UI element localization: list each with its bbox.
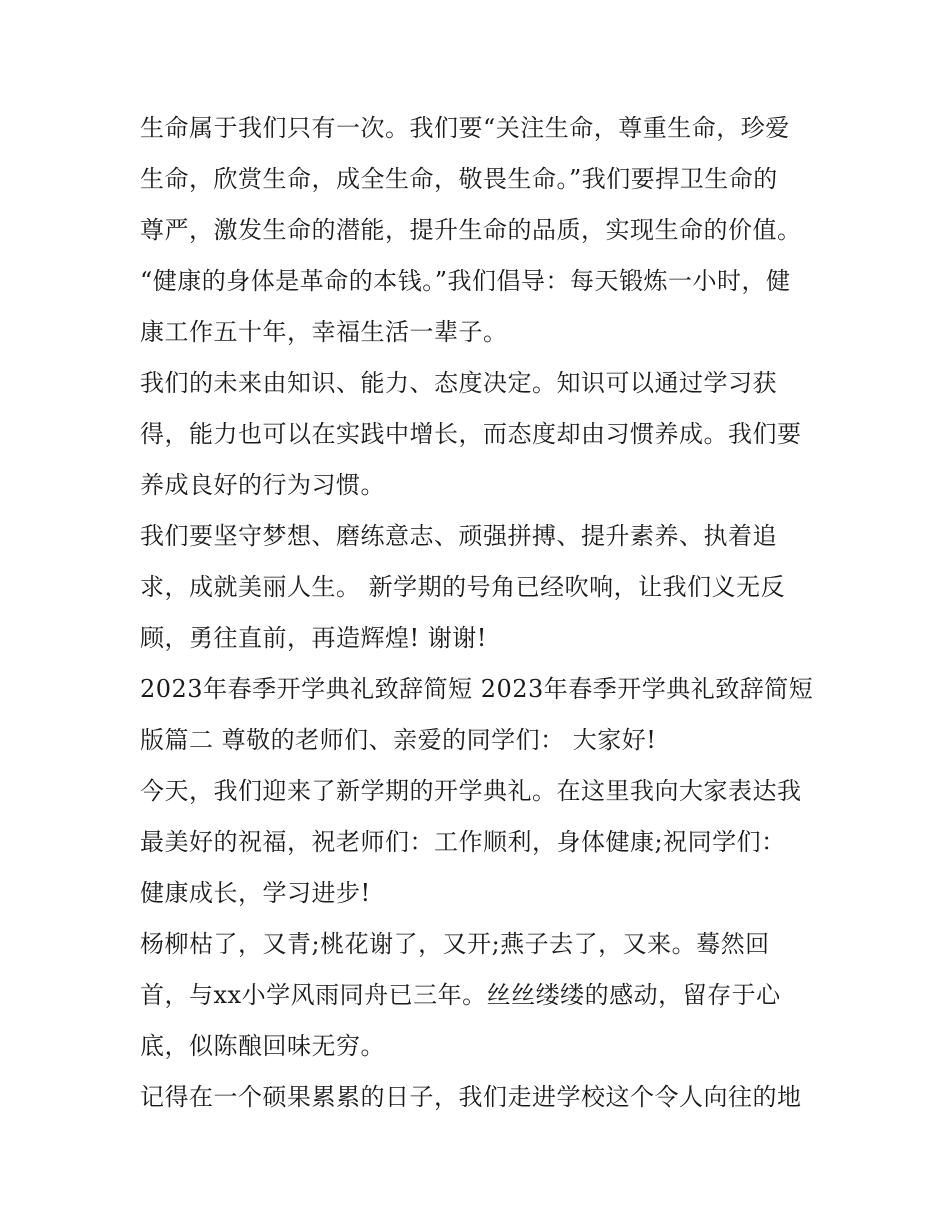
text-line-13: 版篇二 尊敬的老师们、亲爱的同学们： 大家好! — [140, 726, 657, 754]
text-line-20: 记得在一个硕果累累的日子，我们走进学校这个令人向往的地 — [140, 1083, 802, 1111]
text-line-15: 最美好的祝福，祝老师们：工作顺利，身体健康;祝同学们： — [140, 828, 786, 856]
text-line-19: 底，似陈酿回味无穷。 — [140, 1032, 385, 1060]
text-line-6: 我们的未来由知识、能力、态度决定。知识可以通过学习获 — [140, 369, 777, 397]
text-line-10: 求，成就美丽人生。 新学期的号角已经吹响，让我们义无反 — [140, 573, 786, 601]
text-line-5: 康工作五十年，幸福生活一辈子。 — [140, 318, 508, 346]
text-line-16: 健康成长，学习进步! — [140, 879, 371, 907]
document-body — [140, 103, 820, 1123]
text-line-14: 今天，我们迎来了新学期的开学典礼。在这里我向大家表达我 — [140, 777, 802, 805]
text-line-9: 我们要坚守梦想、磨练意志、顽强拼搏、提升素养、执着追 — [140, 522, 777, 550]
text-line-18: 首，与xx小学风雨同舟已三年。丝丝缕缕的感动，留存于心 — [140, 981, 781, 1009]
text-line-1: 生命属于我们只有一次。我们要“关注生命，尊重生命，珍爱 — [140, 114, 790, 142]
text-line-7: 得，能力也可以在实践中增长，而态度却由习惯养成。我们要 — [140, 420, 802, 448]
text-line-17: 杨柳枯了，又青;桃花谢了，又开;燕子去了，又来。蓦然回 — [140, 930, 770, 958]
text-line-2: 生命，欣赏生命，成全生命，敬畏生命。”我们要捍卫生命的 — [140, 165, 778, 193]
text-line-12: 2023年春季开学典礼致辞简短 2023年春季开学典礼致辞简短 — [140, 675, 814, 703]
text-line-3: 尊严，激发生命的潜能，提升生命的品质，实现生命的价值。 — [140, 216, 802, 244]
text-line-8: 养成良好的行为习惯。 — [140, 471, 385, 499]
text-line-4: “健康的身体是革命的本钱。”我们倡导：每天锻炼一小时，健 — [140, 267, 791, 295]
text-line-11: 顾，勇往直前，再造辉煌! 谢谢! — [140, 624, 487, 652]
